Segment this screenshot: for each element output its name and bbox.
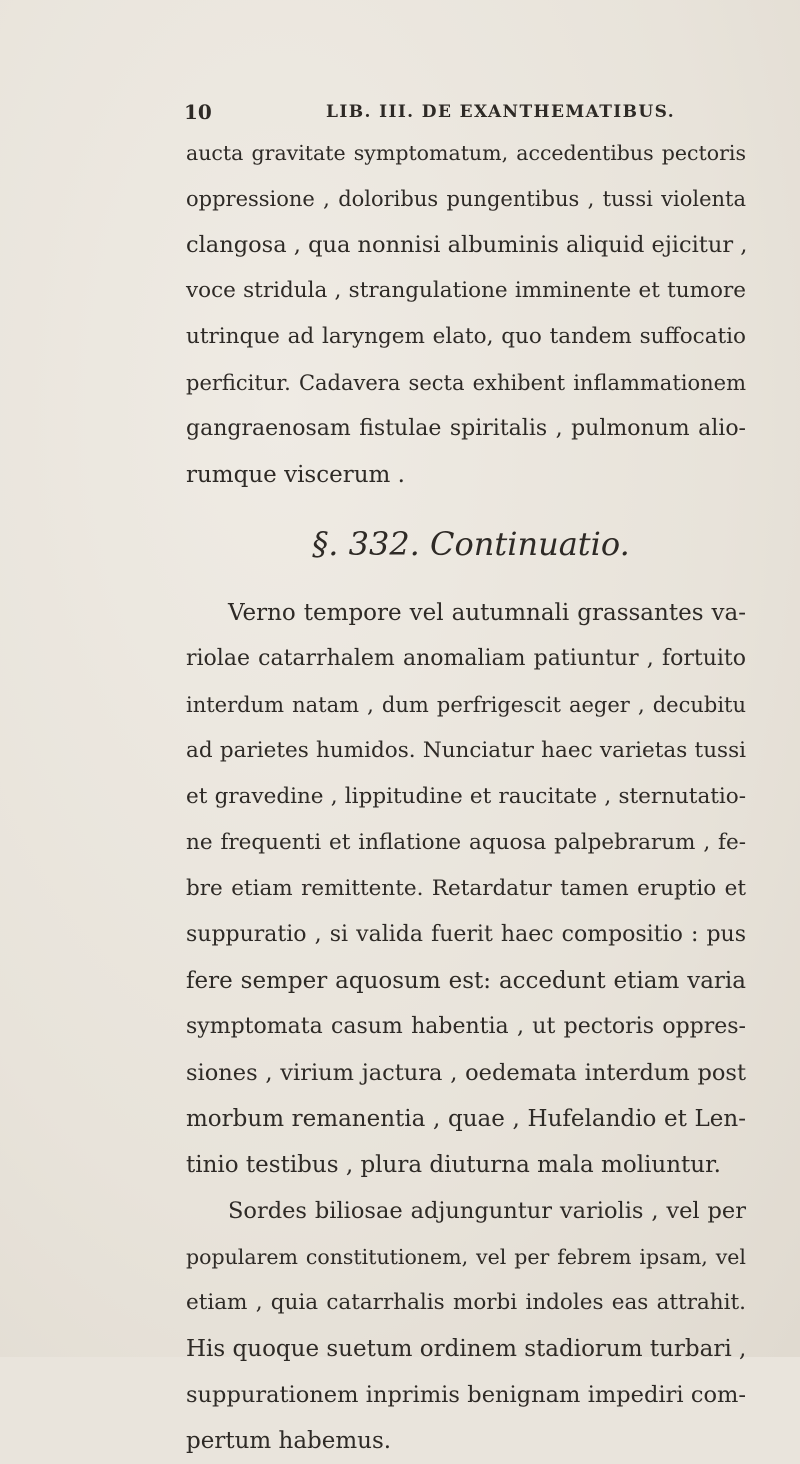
- text-line: interdum natam , dum perfrigescit aeger , decubitu: [186, 693, 746, 717]
- text-line: utrinque ad laryngem elato, quo tandem suffocatio: [186, 324, 746, 349]
- body-text: [186, 130, 746, 1464]
- text-line: suppuratio , si valida fuerit haec compositio : pus: [186, 922, 746, 947]
- text-line: ne frequenti et inflatione aquosa palpebrarum , fe-: [186, 830, 746, 855]
- text-line: perficitur. Cadavera secta exhibent inflammationem: [186, 371, 746, 395]
- text-line: etiam , quia catarrhalis morbi indoles eas attrahit.: [186, 1290, 746, 1315]
- text-line: Verno tempore vel autumnali grassantes va-: [228, 600, 746, 626]
- text-line: gangraenosam fistulae spiritalis , pulmonum alio-: [186, 416, 746, 441]
- text-line: His quoque suetum ordinem stadiorum turbari ,: [186, 1336, 747, 1362]
- text-line: symptomata casum habentia , ut pectoris oppres-: [186, 1014, 746, 1039]
- text-line: clangosa , qua nonnisi albuminis aliquid ejicitur ,: [186, 232, 748, 258]
- text-line: bre etiam remittente. Retardatur tamen eruptio et: [186, 876, 746, 901]
- text-line: popularem constitutionem, vel per febrem ipsam, vel: [186, 1245, 746, 1269]
- text-line: tinio testibus , plura diuturna mala moliuntur.: [186, 1152, 721, 1178]
- section-title: §. 332. Continuatio.: [312, 525, 630, 563]
- text-line: suppurationem inprimis benignam impediri com-: [186, 1382, 746, 1408]
- page-number: 10: [184, 100, 212, 124]
- text-line: ad parietes humidos. Nunciatur haec varietas tussi: [186, 738, 746, 763]
- text-line: aucta gravitate symptomatum, accedentibus pectoris: [186, 141, 746, 165]
- text-line: voce stridula , strangulatione imminente et tumore: [186, 278, 746, 303]
- text-line: fere semper aquosum est: accedunt etiam varia: [186, 968, 746, 994]
- text-line: rumque viscerum .: [186, 462, 405, 488]
- text-line: pertum habemus.: [186, 1428, 392, 1454]
- text-line: oppressione , doloribus pungentibus , tussi violenta: [186, 187, 746, 211]
- text-line: siones , virium jactura , oedemata interdum post: [186, 1060, 746, 1086]
- text-line: Sordes biliosae adjunguntur variolis , vel per: [228, 1198, 746, 1224]
- text-line: riolae catarrhalem anomaliam patiuntur , fortuito: [186, 646, 746, 671]
- text-line: et gravedine , lippitudine et raucitate , sternutatio-: [186, 784, 746, 809]
- text-line: morbum remanentia , quae , Hufelandio et Len-: [186, 1106, 746, 1132]
- running-head: LIB. III. DE EXANTHEMATIBUS.: [326, 102, 676, 122]
